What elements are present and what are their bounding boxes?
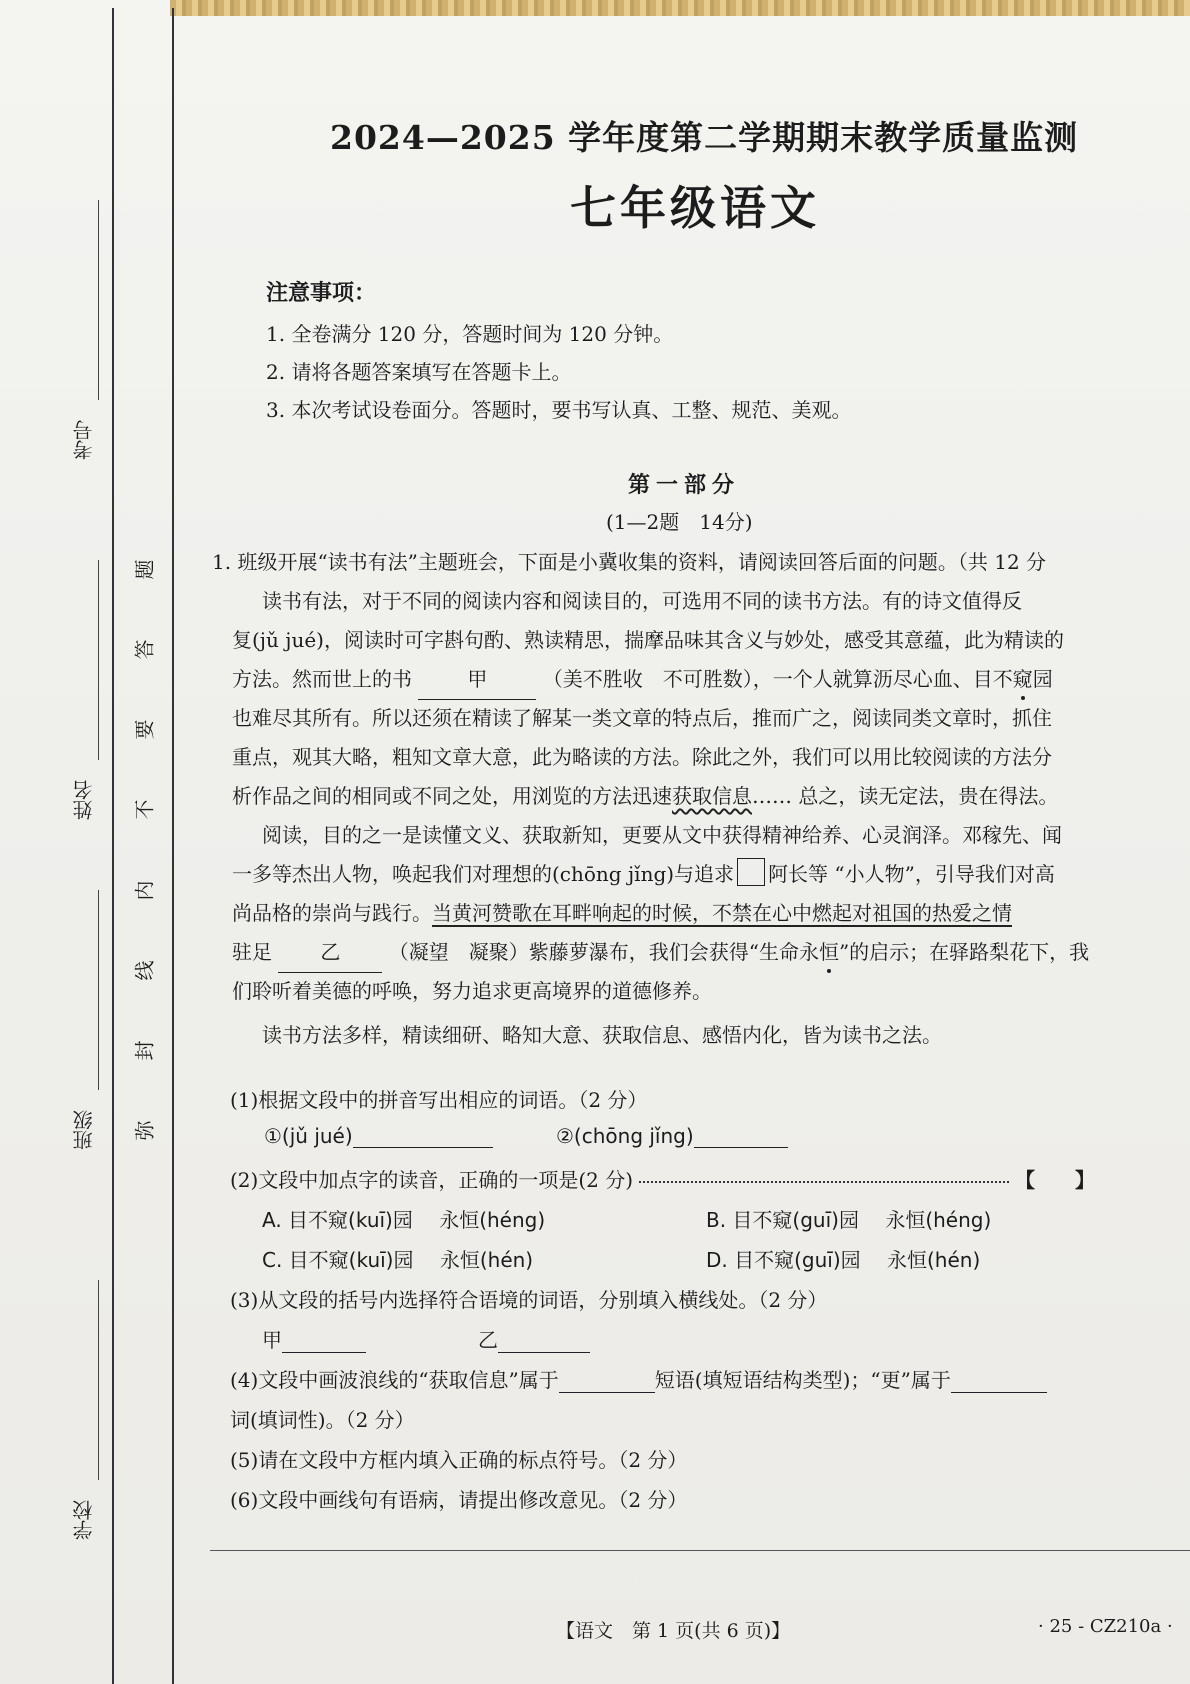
notice-item: 3. 本次考试设卷面分。答题时，要书写认真、工整、规范、美观。 bbox=[266, 398, 852, 422]
option-b: B. 目不窥(guī)园 永恒(héng) bbox=[706, 1208, 992, 1232]
answer-line[interactable] bbox=[559, 1392, 655, 1393]
subquestion-5: (5)请在文段中方框内填入正确的标点符号。（2 分） bbox=[230, 1448, 688, 1472]
answer-line[interactable] bbox=[694, 1147, 788, 1148]
subquestion-3-yi bbox=[478, 1324, 590, 1353]
footer-rule bbox=[210, 1550, 1190, 1551]
part-title: 第一部分 bbox=[628, 472, 741, 498]
notice-item: 2. 请将各题答案填写在答题卡上。 bbox=[266, 360, 572, 384]
blank-yi: 乙 bbox=[278, 933, 382, 973]
passage-line bbox=[232, 933, 1182, 973]
passage-text: 阿长等 “小人物”，引导我们对高 bbox=[768, 862, 1055, 886]
school-field bbox=[58, 1280, 108, 1540]
passage-text: 驻足 bbox=[232, 940, 272, 964]
subquestion-1-a bbox=[264, 1124, 493, 1148]
notice-item: 1. 全卷满分 120 分，答题时间为 120 分钟。 bbox=[266, 322, 674, 346]
class-label: 班级 bbox=[71, 1110, 96, 1150]
option-a: A. 目不窥(kuī)园 永恒(héng) bbox=[262, 1208, 546, 1232]
seal-char: 要 bbox=[132, 719, 157, 740]
seal-char: 弥 bbox=[132, 1120, 157, 1141]
seal-char: 封 bbox=[132, 1040, 157, 1061]
answer-line[interactable] bbox=[498, 1352, 590, 1353]
passage-text: 尚品格的崇尚与践行。 bbox=[232, 901, 432, 925]
seal-char: 答 bbox=[132, 639, 157, 660]
dotted-char: 恒 bbox=[818, 940, 839, 964]
exam-number-label: 考号 bbox=[71, 420, 96, 460]
passage-line bbox=[232, 660, 1182, 700]
class-field bbox=[58, 890, 108, 1150]
name-line bbox=[98, 560, 99, 760]
passage-text: 一多等杰出人物，唤起我们对理想的(chōng jǐng)与追求 bbox=[232, 862, 735, 886]
passage-line: 也难尽其所有。所以还须在精读了解某一类文章的特点后，推而广之，阅读同类文章时，抓住 bbox=[232, 706, 1052, 730]
subquestion-6: (6)文段中画线句有语病，请提出修改意见。（2 分） bbox=[230, 1488, 688, 1512]
seal-warning bbox=[128, 555, 158, 1145]
subquestion-4 bbox=[230, 1364, 1047, 1393]
pinyin-prompt: ①(jǔ jué) bbox=[264, 1124, 353, 1148]
exam-number-field bbox=[58, 200, 108, 460]
underlined-sentence: 当黄河赞歌在耳畔响起的时候，不禁在心中燃起对祖国的热爱之情 bbox=[432, 901, 1012, 925]
passage-text: 园 bbox=[1032, 667, 1053, 691]
subquestion-1: (1)根据文段中的拼音写出相应的词语。（2 分） bbox=[230, 1088, 648, 1112]
blank-label: 乙 bbox=[478, 1328, 498, 1352]
seal-char: 题 bbox=[132, 559, 157, 580]
exam-code: · 25 - CZ210a · bbox=[1038, 1616, 1173, 1637]
class-line bbox=[98, 890, 99, 1090]
subquestion-1-b bbox=[556, 1124, 788, 1148]
passage-text: （凝望 凝聚）紫藤萝瀑布，我们会获得“生命永 bbox=[388, 940, 819, 964]
notice-heading: 注意事项： bbox=[266, 280, 377, 306]
blank-label: 甲 bbox=[262, 1328, 282, 1352]
blank-jia: 甲 bbox=[418, 660, 536, 700]
school-label: 学校 bbox=[71, 1500, 96, 1540]
passage-text: 析作品之间的相同或不同之处，用浏览的方法迅速 bbox=[232, 784, 672, 808]
passage-line bbox=[232, 894, 1182, 933]
option-c: C. 目不窥(kuī)园 永恒(hén) bbox=[262, 1248, 534, 1272]
answer-line[interactable] bbox=[353, 1147, 493, 1148]
part-range: (1—2题 14分) bbox=[606, 510, 753, 534]
question-1-intro: 1. 班级开展“读书有法”主题班会，下面是小冀收集的资料，请阅读回答后面的问题。（共 12 分 bbox=[212, 550, 1047, 574]
answer-line[interactable] bbox=[951, 1392, 1047, 1393]
subquestion-3: (3)从文段的括号内选择符合语境的词语，分别填入横线处。（2 分） bbox=[230, 1288, 828, 1312]
exam-number-line bbox=[98, 200, 99, 400]
option-d: D. 目不窥(guī)园 永恒(hén) bbox=[706, 1248, 981, 1272]
subquestion-3-jia bbox=[262, 1324, 366, 1353]
exam-content bbox=[210, 0, 1190, 1684]
subquestion-2 bbox=[230, 1164, 1095, 1193]
passage-line: 读书有法，对于不同的阅读内容和阅读目的，可选用不同的读书方法。有的诗文值得反 bbox=[262, 589, 1022, 613]
passage-line: 重点，观其大略，粗知文章大意，此为略读的方法。除此之外，我们可以用比较阅读的方法分 bbox=[232, 745, 1052, 769]
pinyin-prompt: ②(chōng jǐng) bbox=[556, 1124, 694, 1148]
seal-char: 不 bbox=[132, 799, 157, 820]
subject-title: 七年级语文 bbox=[570, 181, 820, 235]
passage-line: 们聆听着美德的呼唤，努力追求更高境界的道德修养。 bbox=[232, 979, 712, 1003]
passage-line: 阅读，目的之一是读懂文义、获取新知，更要从文中获得精神给养、心灵润泽。邓稼先、闻 bbox=[262, 823, 1062, 847]
passage-line bbox=[232, 777, 1182, 816]
seal-char: 线 bbox=[132, 960, 157, 981]
subquestion-4-text: 短语(填短语结构类型)；“更”属于 bbox=[654, 1368, 951, 1392]
subquestion-4-cont: 词(填词性)。（2 分） bbox=[230, 1408, 415, 1432]
binding-line-inner bbox=[172, 8, 174, 1684]
subquestion-4-text: (4)文段中画波浪线的“获取信息”属于 bbox=[230, 1368, 559, 1392]
page-footer: 【语文 第 1 页(共 6 页)】 bbox=[556, 1620, 791, 1642]
binding-line-outer bbox=[112, 8, 114, 1684]
seal-char: 内 bbox=[132, 880, 157, 901]
wavy-phrase: 获取信息 bbox=[672, 784, 752, 808]
name-label: 姓名 bbox=[71, 780, 96, 820]
passage-line: 读书方法多样，精读细研、略知大意、获取信息、感悟内化，皆为读书之法。 bbox=[262, 1023, 942, 1047]
passage-line bbox=[232, 855, 1182, 894]
name-field bbox=[58, 560, 108, 820]
passage-text: （美不胜收 不可胜数），一个人就算沥尽心血、目不 bbox=[542, 667, 1013, 691]
exam-title: 2024—2025 学年度第二学期期末教学质量监测 bbox=[330, 118, 1079, 157]
passage-text: 方法。然而世上的书 bbox=[232, 667, 412, 691]
school-line bbox=[98, 1280, 99, 1480]
answer-bracket[interactable]: 【 】 bbox=[1015, 1168, 1096, 1192]
dotted-char: 窥 bbox=[1012, 667, 1033, 691]
dotted-leader bbox=[639, 1181, 1009, 1183]
answer-line[interactable] bbox=[282, 1352, 366, 1353]
punctuation-box bbox=[737, 858, 765, 886]
passage-line: 复(jǔ jué)，阅读时可字斟句酌、熟读精思，揣摩品味其含义与妙处，感受其意蕴，此为精读的 bbox=[232, 628, 1064, 652]
subquestion-2-text: (2)文段中加点字的读音，正确的一项是(2 分) bbox=[230, 1168, 634, 1192]
passage-text: ”的启示；在驿路梨花下，我 bbox=[838, 940, 1090, 964]
passage-text: …… 总之，读无定法，贵在得法。 bbox=[752, 784, 1059, 808]
